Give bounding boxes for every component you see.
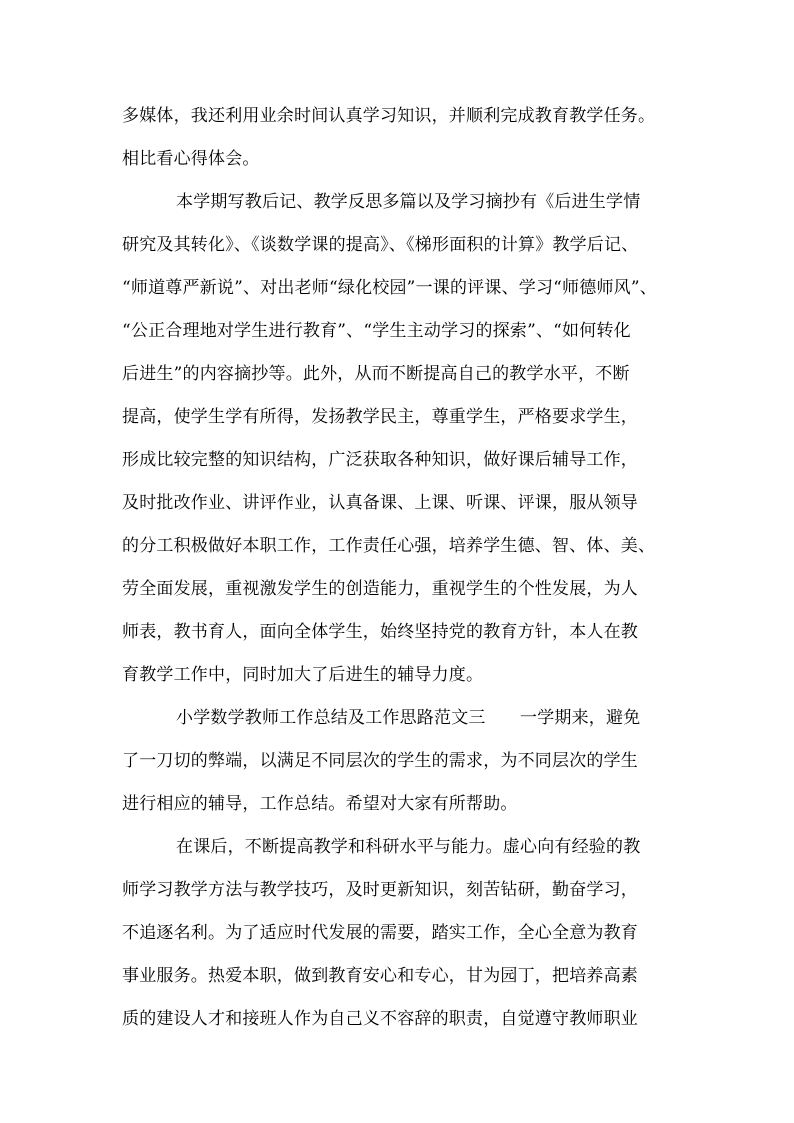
text-line: 研究及其转化》、《谈数学课的提高》、《梯形面积的计算》教学后记、 (122, 235, 639, 255)
text-line: 师表，教书育人，面向全体学生，始终坚持党的教育方针，本人在教 (122, 622, 638, 642)
text-line: 了一刀切的弊端，以满足不同层次的学生的需求，为不同层次的学生 (122, 751, 638, 771)
text-line: 形成比较完整的知识结构，广泛获取各种知识，做好课后辅导工作， (122, 450, 638, 470)
text-line: 不追逐名利。为了适应时代发展的需要，踏实工作，全心全意为教育 (122, 923, 638, 943)
text-line: “公正合理地对学生进行教育”、“学生主动学习的探索”、“如何转化 (122, 321, 631, 341)
paragraph-first-line: 小学数学教师工作总结及工作思路范文三 一学期来，避免 (176, 708, 641, 728)
text-line: 师学习教学方法与教学技巧，及时更新知识，刻苦钻研，勤奋学习， (122, 880, 638, 900)
text-line: 育教学工作中，同时加大了后进生的辅导力度。 (122, 665, 484, 685)
text-line: 质的建设人才和接班人作为自己义不容辞的职责，自觉遵守教师职业 (122, 1009, 638, 1029)
text-line: 相比看心得体会。 (122, 149, 260, 169)
text-line: 提高，使学生学有所得，发扬教学民主，尊重学生，严格要求学生， (122, 407, 638, 427)
text-line: 事业服务。热爱本职，做到教育安心和专心，甘为园丁，把培养高素 (122, 966, 638, 986)
text-line: 及时批改作业、讲评作业，认真备课、上课、听课、评课，服从领导 (122, 493, 638, 513)
text-line: 进行相应的辅导，工作总结。希望对大家有所帮助。 (122, 794, 518, 814)
text-line: 多媒体，我还利用业余时间认真学习知识，并顺利完成教育教学任务。 (122, 106, 656, 126)
text-line: “师道尊严新说”、对出老师“绿化校园”一课的评课、学习“师德师风”、 (122, 278, 657, 298)
text-line: 的分工积极做好本职工作，工作责任心强，培养学生德、智、体、美、 (122, 536, 656, 556)
paragraph-first-line: 在课后，不断提高教学和科研水平与能力。虚心向有经验的教 (176, 837, 641, 857)
paragraph-first-line: 本学期写教后记、教学反思多篇以及学习摘抄有《后进生学情 (176, 192, 641, 212)
text-line: 后进生”的内容摘抄等。此外，从而不断提高自己的教学水平，不断 (122, 364, 630, 384)
text-line: 劳全面发展，重视激发学生的创造能力，重视学生的个性发展，为人 (122, 579, 638, 599)
